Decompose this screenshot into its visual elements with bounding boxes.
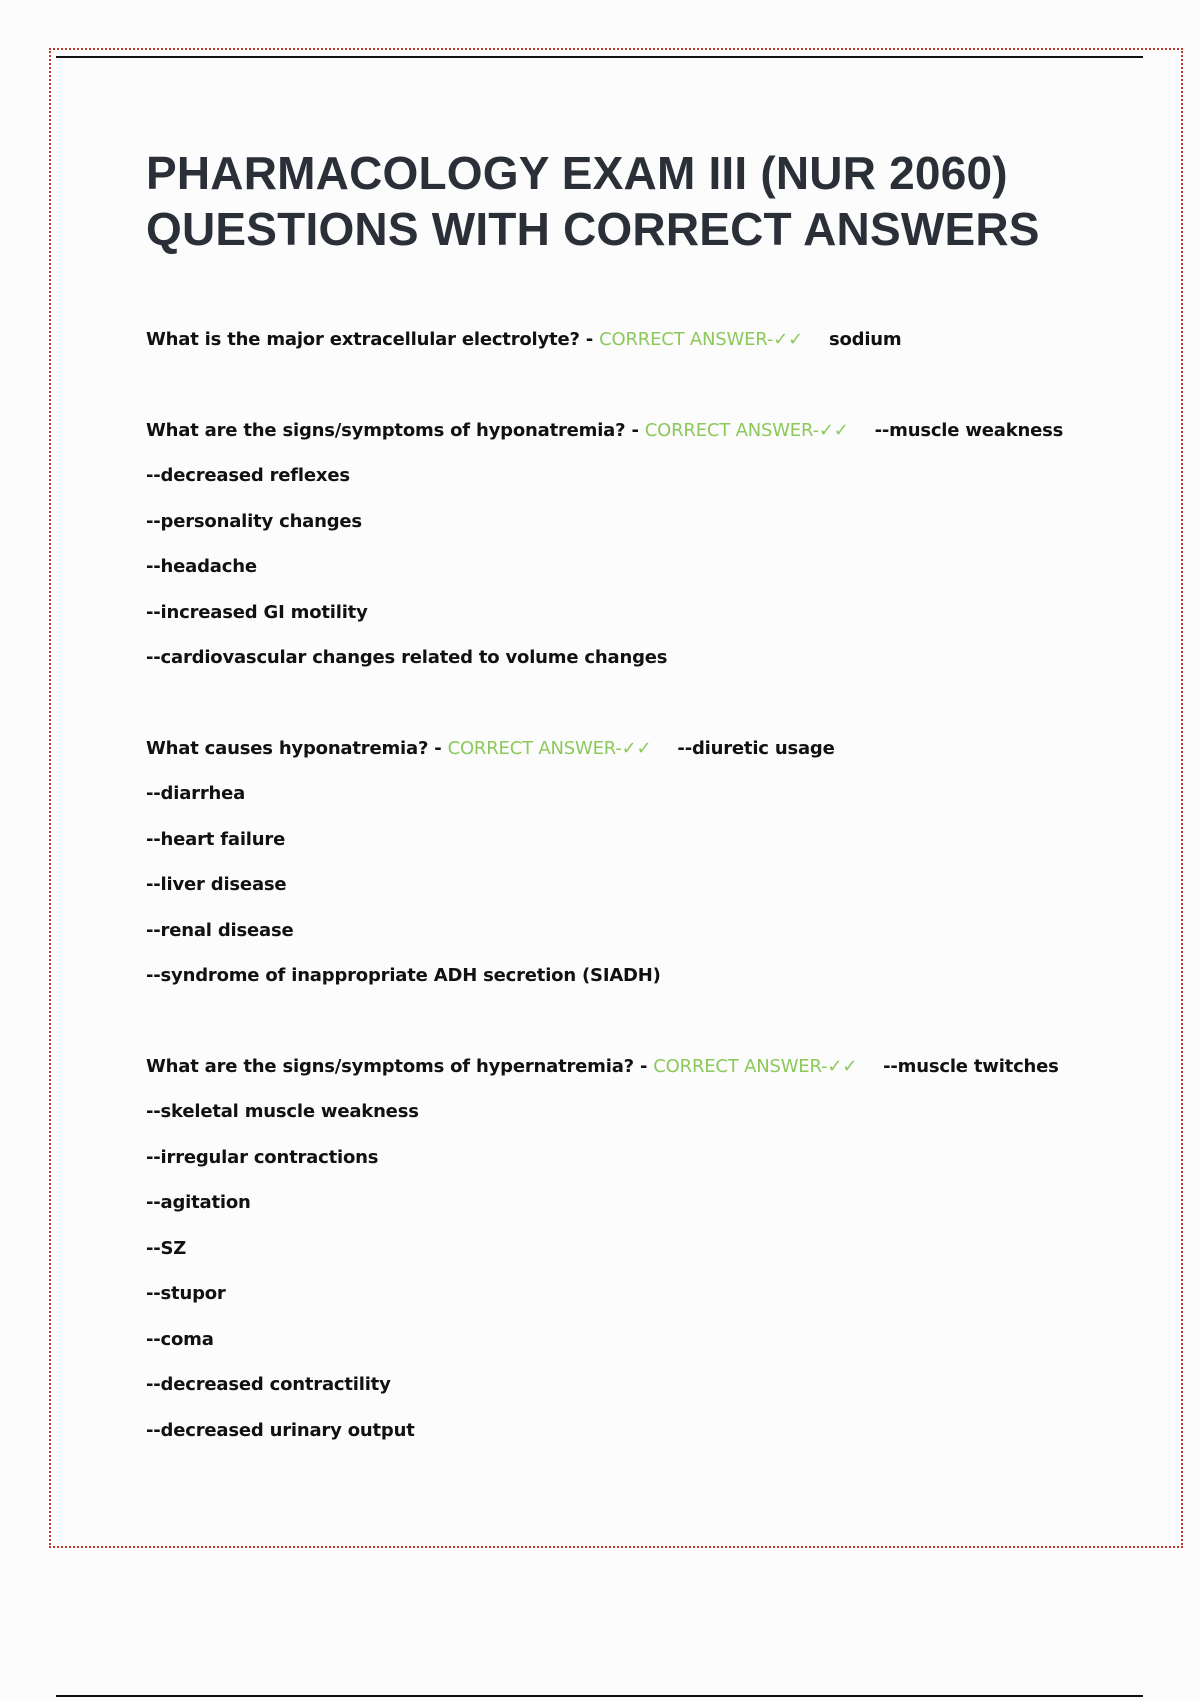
answer-line: --SZ	[146, 1237, 187, 1259]
answer-line: --headache	[146, 556, 257, 577]
question-line	[146, 1044, 1126, 1090]
question-text: What is the major extracellular electrolyte? -	[146, 329, 600, 350]
correct-answer-label: CORRECT ANSWER-	[653, 1055, 828, 1077]
answer-line: --diarrhea	[146, 783, 246, 804]
answer-line: --decreased reflexes	[146, 465, 350, 486]
double-check-icon: ✓✓	[621, 737, 652, 759]
answer-line: --heart failure	[146, 828, 286, 850]
document-title	[146, 145, 1126, 257]
answer-line: --stupor	[146, 1283, 226, 1304]
answer-line: --skeletal muscle weakness	[146, 1101, 419, 1122]
double-check-icon: ✓✓	[773, 329, 803, 350]
answer-text: sodium	[828, 329, 902, 350]
question-text: What causes hyponatremia? -	[146, 737, 448, 759]
answer-line: --coma	[146, 1328, 214, 1350]
title-line-2: QUESTIONS WITH CORRECT ANSWERS	[146, 203, 1040, 255]
question-line	[146, 317, 1126, 363]
correct-answer-label: CORRECT ANSWER-	[447, 737, 622, 759]
qa-item	[146, 726, 1126, 999]
double-check-icon: ✓✓	[818, 419, 849, 441]
correct-answer-label: CORRECT ANSWER-	[599, 329, 774, 350]
double-check-icon: ✓✓	[827, 1055, 858, 1077]
document-content	[146, 145, 1126, 1498]
title-line-1: PHARMACOLOGY EXAM III (NUR 2060)	[146, 147, 1008, 199]
answer-line: --renal disease	[146, 919, 294, 941]
answer-line: --syndrome of inappropriate ADH secretion (SIADH)	[146, 965, 661, 986]
answer-line: --agitation	[146, 1192, 251, 1213]
answer-line: --decreased urinary output	[146, 1419, 415, 1441]
qa-item	[146, 317, 1126, 363]
question-text: What are the signs/symptoms of hypernatremia? -	[146, 1055, 654, 1077]
question-line	[146, 726, 1126, 772]
answer-line: --liver disease	[146, 874, 287, 895]
question-line	[146, 408, 1126, 454]
answer-text: --muscle weakness	[874, 419, 1064, 441]
bottom-rule	[56, 1695, 1143, 1697]
qa-item	[146, 1044, 1126, 1454]
answer-line: --personality changes	[146, 510, 362, 532]
question-text: What are the signs/symptoms of hyponatremia? -	[146, 419, 645, 441]
answer-text: --muscle twitches	[883, 1055, 1059, 1077]
top-rule	[56, 56, 1143, 58]
qa-item	[146, 408, 1126, 681]
qa-list	[146, 317, 1126, 1453]
answer-line: --decreased contractility	[146, 1374, 391, 1395]
answer-line: --cardiovascular changes related to volume changes	[146, 647, 668, 668]
answer-text: --diuretic usage	[677, 737, 835, 759]
correct-answer-label: CORRECT ANSWER-	[644, 419, 819, 441]
answer-line: --increased GI motility	[146, 601, 368, 623]
answer-line: --irregular contractions	[146, 1146, 379, 1168]
